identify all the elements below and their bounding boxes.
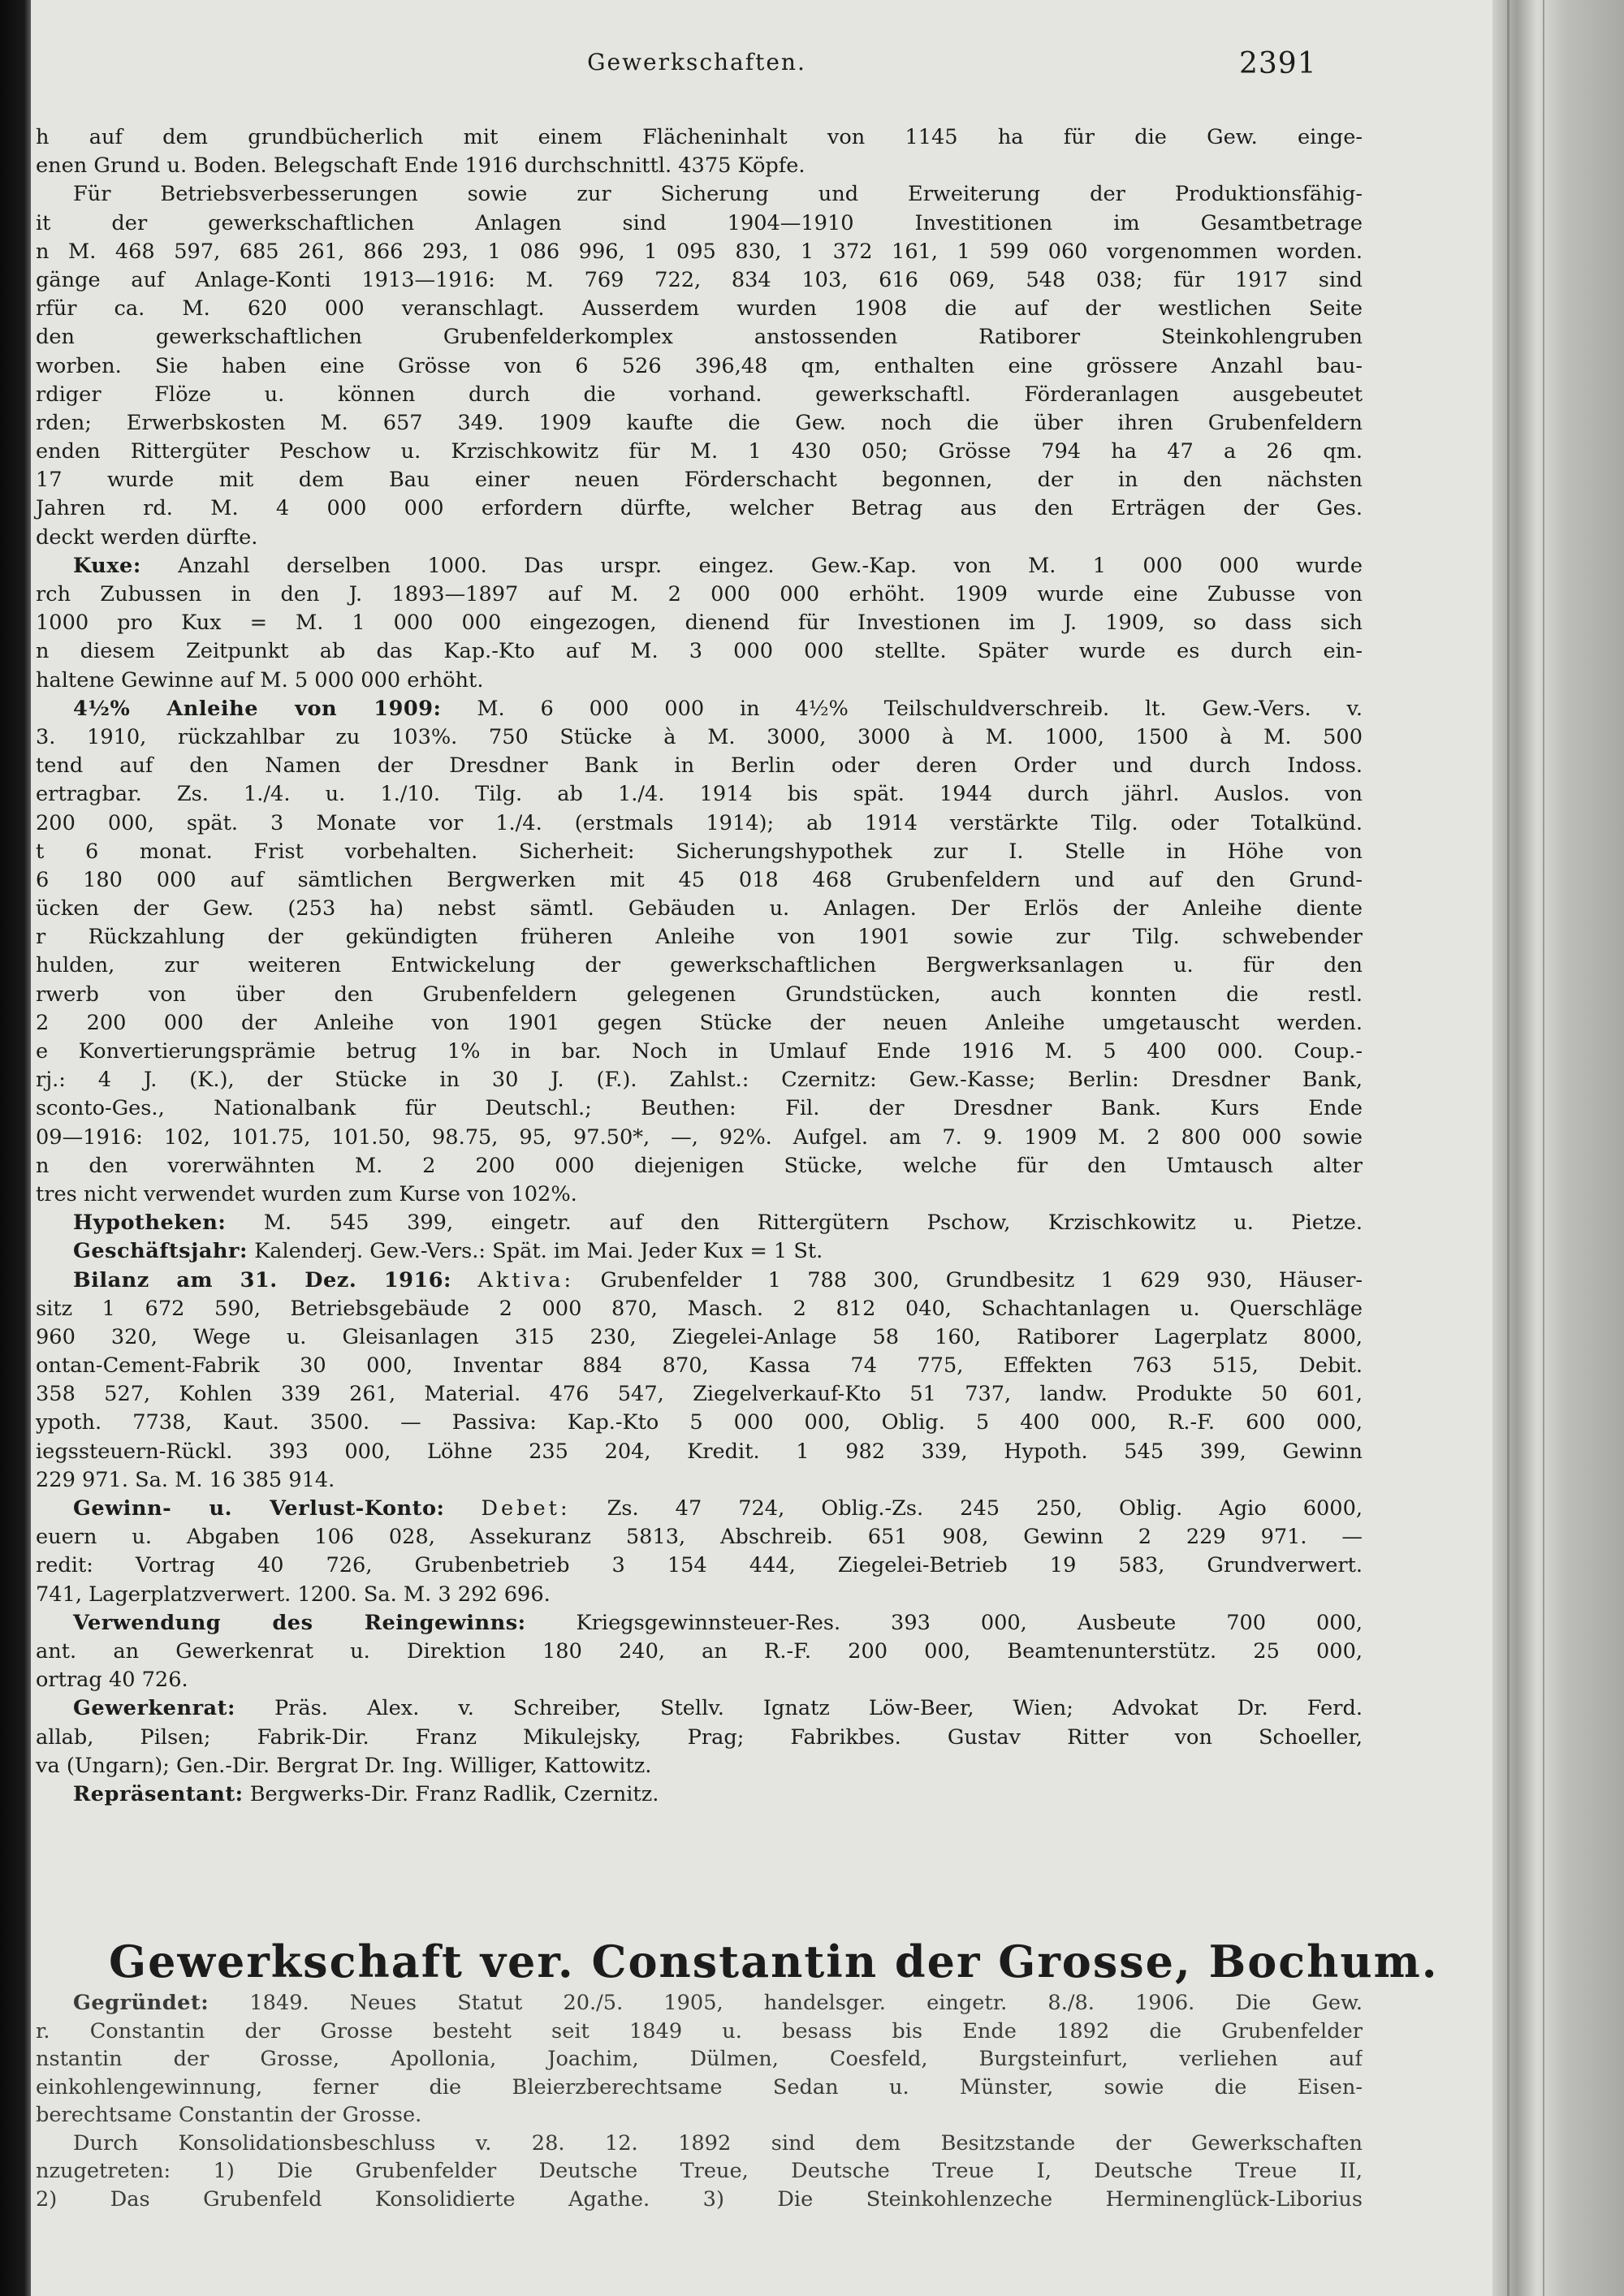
line-text: sitz 1 672 590, Betriebsgebäude 2 000 870, Masch. 2 812 040, Schachtanlagen u. Querschläge [36,1296,1363,1321]
text-line [31,1009,1363,1038]
text-line [31,695,1363,723]
text-line [31,1495,1363,1523]
entry-label: Repräsentant: [73,1781,244,1806]
text-line [31,123,1363,152]
line-text: hulden, zur weiteren Entwickelung der gewerkschaftlichen Bergwerksanlagen u. für den [36,953,1363,978]
entry-label: Gewerkenrat: [73,1696,235,1721]
text-line [31,180,1363,209]
line-text: Jahren rd. M. 4 000 000 erfordern dürfte, welcher Betrag aus den Erträgen der Ges. [36,496,1363,521]
text-line [31,1180,1363,1209]
line-text: gänge auf Anlage-Konti 1913—1916: M. 769 722, 834 103, 616 069, 548 038; für 1917 sind [36,267,1363,292]
section-text-column [31,1989,1363,2213]
text-line [31,209,1363,238]
text-line [31,1038,1363,1066]
line-text: Grubenfelder 1 788 300, Grundbesitz 1 629 930, Häuser- [600,1267,1363,1293]
line-text: r Rückzahlung der gekündigten früheren Anleihe von 1901 sowie zur Tilg. schwebender [36,925,1363,950]
text-line [31,152,1363,180]
text-line [31,2130,1363,2158]
line-text: rwerb von über den Grubenfeldern gelegenen Grundstücken, auch konnten die restl. [36,982,1363,1007]
line-text: 2) Das Grubenfeld Konsolidierte Agathe. 3) Die Steinkohlenzeche Herminenglück-Liborius [36,2186,1363,2212]
line-text: va (Ungarn); Gen.-Dir. Bergrat Dr. Ing. Williger, Kattowitz. [36,1753,652,1778]
line-text: 229 971. Sa. M. 16 385 914. [36,1467,335,1492]
line-text: ontan-Cement-Fabrik 30 000, Inventar 884 870, Kassa 74 775, Effekten 763 515, Debit. [36,1353,1363,1379]
text-line [31,1780,1363,1809]
text-line [31,1694,1363,1723]
line-text: enden Rittergüter Peschow u. Krzischkowitz für M. 1 430 050; Grösse 794 ha 47 a 26 qm. [36,439,1363,464]
line-text: h auf dem grundbücherlich mit einem Flächeninhalt von 1145 ha für die Gew. einge- [36,125,1363,149]
text-line [31,1237,1363,1266]
entry-label: Bilanz am 31. Dez. 1916: [73,1267,452,1293]
spaced-label: Debet: [481,1496,571,1521]
line-text: deckt werden dürfte. [36,524,258,550]
line-text: allab, Pilsen; Fabrik-Dir. Franz Mikulejsky, Prag; Fabrikbes. Gustav Ritter von Schoeller, [36,1724,1363,1750]
line-text: sconto-Ges., Nationalbank für Deutschl.; Beuthen: Fil. der Dresdner Bank. Kurs Ende [36,1096,1363,1121]
text-line [31,1094,1363,1123]
line-text: iegssteuern-Rückl. 393 000, Löhne 235 204, Kredit. 1 982 339, Hypoth. 545 399, Gewinn [36,1439,1363,1464]
line-text: r. Constantin der Grosse besteht seit 1849 u. besass bis Ende 1892 die Grubenfelder [36,2018,1363,2044]
text-line [31,1466,1363,1495]
entry-label: Verwendung des Reingewinns: [73,1610,526,1635]
entry-label: 4½% Anleihe von 1909: [73,696,442,721]
entry-label: Hypotheken: [73,1211,227,1236]
entry-label: Geschäftsjahr: [73,1239,248,1264]
line-text: Für Betriebsverbesserungen sowie zur Sicherung und Erweiterung der Produktionsfähig- [73,182,1363,207]
text-line [31,1209,1363,1237]
text-line [31,1724,1363,1752]
line-text: 741, Lagerplatzverwert. 1200. Sa. M. 3 292 696. [36,1582,551,1607]
text-line [31,2045,1363,2074]
line-text: 17 wurde mit dem Bau einer neuen Förderschacht begonnen, der in den nächsten [36,468,1363,493]
text-line [31,409,1363,438]
text-line [31,667,1363,695]
text-line [31,266,1363,295]
text-line [31,1066,1363,1094]
text-line [31,524,1363,552]
main-text-column [31,123,1363,1809]
line-text: 09—1916: 102, 101.75, 101.50, 98.75, 95, 97.50*, —, 92%. Aufgel. am 7. 9. 1909 M. 2 800 000 sowie [36,1124,1363,1150]
line-text: tres nicht verwendet wurden zum Kurse von 102%. [36,1181,577,1206]
text-line [31,895,1363,923]
line-text: haltene Gewinne auf M. 5 000 000 erhöht. [36,667,484,693]
spaced-label: Aktiva: [477,1267,575,1293]
line-text: M. 545 399, eingetr. auf den Rittergütern Pschow, Krzischkowitz u. Pietze. [263,1211,1363,1236]
line-text: 358 527, Kohlen 339 261, Material. 476 547, Ziegelverkauf-Kto 51 737, landw. Produkte 50 601, [36,1382,1363,1407]
line-text: 3. 1910, rückzahlbar zu 103%. 750 Stücke à M. 3000, 3000 à M. 1000, 1500 à M. 500 [36,724,1363,749]
line-text: 6 180 000 auf sämtlichen Bergwerken mit 45 018 468 Grubenfeldern und auf den Grund- [36,867,1363,892]
line-text: Bergwerks-Dir. Franz Radlik, Czernitz. [249,1781,659,1806]
text-line [31,1295,1363,1323]
text-line [31,952,1363,980]
line-text: 2 200 000 der Anleihe von 1901 gegen Stücke der neuen Anleihe umgetauscht werden. [36,1010,1363,1035]
text-line [31,295,1363,323]
line-text: ant. an Gewerkenrat u. Direktion 180 240, an R.-F. 200 000, Beamtenunterstütz. 25 000, [36,1638,1363,1664]
text-line [31,2157,1363,2186]
line-text: 1000 pro Kux = M. 1 000 000 eingezogen, dienend für Investionen im J. 1909, so dass sich [36,611,1363,636]
line-text: M. 6 000 000 in 4½% Teilschuldverschreib. lt. Gew.-Vers. v. [477,696,1363,721]
text-line [31,552,1363,580]
line-text: Kriegsgewinnsteuer-Res. 393 000, Ausbeute 700 000, [576,1610,1363,1635]
text-line [31,1380,1363,1409]
binding-shadow [0,0,31,2296]
text-line [31,637,1363,666]
text-line [31,2074,1363,2102]
text-line [31,494,1363,523]
text-line [31,238,1363,266]
text-line [31,1523,1363,1552]
text-line [31,466,1363,494]
line-text: rch Zubussen in den J. 1893—1897 auf M. 2 000 000 erhöht. 1909 wurde eine Zubusse von [36,582,1363,606]
line-text: Zs. 47 724, Oblig.-Zs. 245 250, Oblig. Agio 6000, [607,1496,1363,1521]
line-text: ertragbar. Zs. 1./4. u. 1./10. Tilg. ab 1./4. 1914 bis spät. 1944 durch jährl. Auslos. von [36,782,1363,807]
line-text: rdiger Flöze u. können durch die vorhand. gewerkschaftl. Förderanlagen ausgebeutet [36,382,1363,407]
line-text: den gewerkschaftlichen Grubenfelderkomplex anstossenden Ratiborer Steinkohlengruben [36,325,1363,350]
line-text: n den vorerwähnten M. 2 200 000 diejenigen Stücke, welche für den Umtausch alter [36,1153,1363,1178]
line-text: nzugetreten: 1) Die Grubenfelder Deutsche Treue, Deutsche Treue I, Deutsche Treue II, [36,2159,1363,2183]
line-text: ortrag 40 726. [36,1668,188,1693]
line-text: euern u. Abgaben 106 028, Assekuranz 5813, Abschreib. 651 908, Gewinn 2 229 971. — [36,1525,1363,1550]
text-line [31,609,1363,637]
text-line [31,323,1363,352]
text-line [31,580,1363,609]
line-text: tend auf den Namen der Dresdner Bank in Berlin oder deren Order und durch Indoss. [36,753,1363,779]
line-text: it der gewerkschaftlichen Anlagen sind 1904—1910 Investitionen im Gesamtbetrage [36,210,1363,235]
text-line [31,1438,1363,1466]
line-text: enen Grund u. Boden. Belegschaft Ende 1916 durchschnittl. 4375 Köpfe. [36,153,806,179]
text-line [31,1581,1363,1609]
line-text: Durch Konsolidationsbeschluss v. 28. 12. 1892 sind dem Besitzstande der Gewerkschaften [73,2130,1363,2156]
line-text: n diesem Zeitpunkt ab das Kap.-Kto auf M. 3 000 000 stellte. Später wurde es durch ein- [36,639,1363,664]
text-line [31,981,1363,1009]
section-heading: Gewerkschaft ver. Constantin der Grosse, Bochum. [109,1936,1439,1987]
line-text: Kalenderj. Gew.-Vers.: Spät. im Mai. Jeder Kux = 1 St. [254,1239,823,1264]
page-stack-edge [1492,0,1624,2296]
line-text: ücken der Gew. (253 ha) nebst sämtl. Gebäuden u. Anlagen. Der Erlös der Anleihe diente [36,896,1363,921]
text-line [31,1638,1363,1666]
text-line [31,780,1363,809]
text-line [31,2186,1363,2214]
line-text: ypoth. 7738, Kaut. 3500. — Passiva: Kap.-Kto 5 000 000, Oblig. 5 400 000, R.-F. 600 000, [36,1410,1363,1435]
text-line [31,1267,1363,1295]
entry-label: Gegründet: [73,1991,209,2015]
line-text: rj.: 4 J. (K.), der Stücke in 30 J. (F.). Zahlst.: Czernitz: Gew.-Kasse; Berlin: Dresdner Bank, [36,1068,1363,1093]
line-text: 1849. Neues Statut 20./5. 1905, handelsger. eingetr. 8./8. 1906. Die Gew. [249,1991,1363,2015]
line-text: rfür ca. M. 620 000 veranschlagt. Ausserdem wurden 1908 die auf der westlichen Seite [36,296,1363,322]
text-line [31,1609,1363,1638]
text-line [31,1323,1363,1352]
text-line [31,1552,1363,1580]
entry-label: Gewinn- u. Verlust-Konto: [73,1496,445,1521]
text-line [31,1124,1363,1152]
line-text: redit: Vortrag 40 726, Grubenbetrieb 3 154 444, Ziegelei-Betrieb 19 583, Grundverwert. [36,1553,1363,1578]
text-line [31,1352,1363,1380]
line-text: berechtsame Constantin der Grosse. [36,2103,422,2127]
text-line [31,1752,1363,1780]
book-page [31,0,1492,2296]
line-text: Präs. Alex. v. Schreiber, Stellv. Ignatz Löw-Beer, Wien; Advokat Dr. Ferd. [274,1696,1363,1721]
line-text: einkohlengewinnung, ferner die Bleierzberechtsame Sedan u. Münster, sowie die Eisen- [36,2074,1363,2100]
line-text: worben. Sie haben eine Grösse von 6 526 396,48 qm, enthalten eine grössere Anzahl bau- [36,353,1363,378]
page-number: 2391 [1239,47,1317,80]
entry-label: Kuxe: [73,553,141,578]
text-line [31,723,1363,752]
line-text: e Konvertierungsprämie betrug 1% in bar. Noch in Umlauf Ende 1916 M. 5 400 000. Coup.- [36,1039,1363,1064]
text-line [31,752,1363,780]
text-line [31,1666,1363,1694]
page-header [31,47,1492,80]
text-line [31,1409,1363,1437]
text-line [31,866,1363,895]
text-line [31,923,1363,952]
line-text: nstantin der Grosse, Apollonia, Joachim, Dülmen, Coesfeld, Burgsteinfurt, verliehen auf [36,2047,1363,2071]
line-text: Anzahl derselben 1000. Das urspr. eingez. Gew.-Kap. von M. 1 000 000 wurde [178,553,1363,578]
running-title: Gewerkschaften. [587,49,806,76]
text-line [31,838,1363,866]
line-text: 960 320, Wege u. Gleisanlagen 315 230, Ziegelei-Anlage 58 160, Ratiborer Lagerplatz 8000, [36,1324,1363,1349]
text-line [31,438,1363,466]
text-line [31,352,1363,381]
line-text: 200 000, spät. 3 Monate vor 1./4. (erstmals 1914); ab 1914 verstärkte Tilg. oder Totalkünd. [36,810,1363,835]
text-line [31,809,1363,838]
text-line [31,381,1363,409]
text-line [31,2101,1363,2130]
line-text: n M. 468 597, 685 261, 866 293, 1 086 996, 1 095 830, 1 372 161, 1 599 060 vorgenommen worden. [36,239,1363,264]
text-line [31,1152,1363,1180]
line-text: t 6 monat. Frist vorbehalten. Sicherheit: Sicherungshypothek zur I. Stelle in Höhe von [36,839,1363,864]
text-line [31,2018,1363,2046]
text-line [31,1989,1363,2018]
line-text: rden; Erwerbskosten M. 657 349. 1909 kaufte die Gew. noch die über ihren Grubenfeldern [36,410,1363,435]
